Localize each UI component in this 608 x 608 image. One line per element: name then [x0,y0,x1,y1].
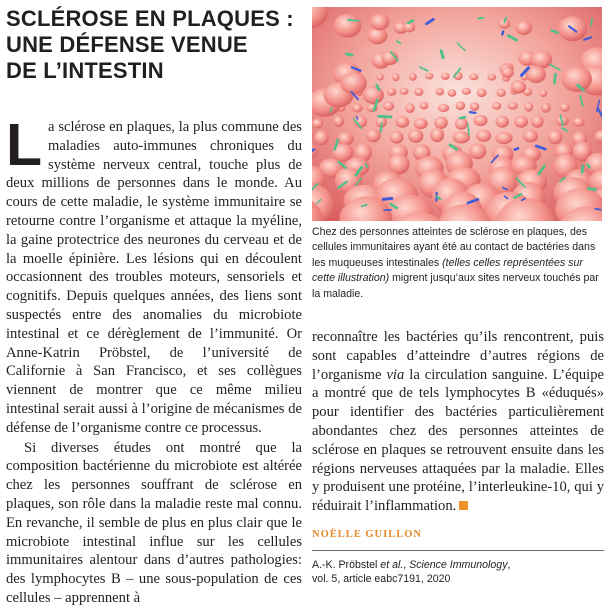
reference-divider [312,550,604,551]
intestine-illustration [312,7,602,221]
bacterium-shape [383,198,392,199]
cell-shape [408,129,423,143]
cell-shape [560,103,570,112]
cell-shape [430,128,444,143]
caption-text-b: migrent jusqu’aux sites nerveux touchés par la maladie. [312,272,599,299]
article-title [6,6,306,84]
title-line-1: SCLÉROSE EN PLAQUES : [6,6,294,31]
paragraph-3-via: via [386,367,404,383]
cell-shape [376,74,383,81]
cell-shape [515,21,532,35]
cell-shape [414,88,423,96]
cell-shape [390,131,404,144]
cell-shape [441,73,450,80]
cell-shape [511,80,526,93]
cell-shape [473,115,487,126]
paragraph-2: Si diverses études ont montré que la composition bactérienne du microbiote est altérée chez les personnes souffrant de sclérose en plaques, son rôle dans la maladie reste mal connu. En revanche, il semble de plus en plus clair que le microbiote intestinal influe sur les cellules immunitaires alentour dans d’autres pathologies: des lymphocytes B – une sous-population de ces cellules – apprennent à [6,439,302,608]
reference [312,558,604,587]
cell-shape [435,88,444,96]
cell-shape [501,67,514,78]
reference-etal: et al. [380,559,403,571]
paragraph-1-text: a sclérose en plaques, la plus commune des maladies auto-immunes chroniques du système nerveux central, touche plus de deux millions de personnes dans le monde. Au cours de cette maladie, le système immunitaire se retourne contre l’organisme et attaque la myéline, la gaine protectrice des neurones du cerveau et de la moelle épinière. Les lésions qui en découlent occasionnent des troubles moteurs, sensoriels et cognitifs. Depuis quelques années, des liens sont suspectés entre des anomalies du microbiote intestinal et ce dérèglement de l’immunité. Or Anne-Katrin Pröbstel, de l’université de Californie à San Francisco, et ses collègues viennent de montrer que ce même milieu intestinal serait aussi à l’origine de mécanismes de défense de l’organisme contre ce processus. [6,119,302,436]
cell-shape [514,116,528,128]
right-column [312,328,604,516]
bacterium-shape [555,74,556,83]
bacterium-shape [589,188,596,189]
cell-shape [492,102,501,110]
cell-shape [508,102,518,110]
author-name: NOËLLE GUILLON [312,529,422,540]
cell-shape [414,118,428,129]
bacterium-shape [502,32,503,35]
cell-shape [540,89,548,97]
reference-authors: A.-K. Pröbstel [312,559,380,571]
cell-shape [438,104,449,112]
cell-shape [370,14,390,31]
cell-shape [434,117,448,129]
bacterium-shape [515,148,518,149]
cell-shape [495,132,512,144]
bacterium-shape [460,117,465,118]
reference-journal: Science Immunology [409,559,507,571]
cell-shape [419,102,428,110]
cell-shape [405,103,414,113]
caption-text-a: Chez des personnes atteintes de sclérose en plaques, des cellules immunitaires ayant été au contact de bactéries dans les muqueuses intestinales [312,226,595,269]
cell-shape [548,130,563,144]
title-line-2: UNE DÉFENSE VENUE [6,32,248,57]
cell-shape [573,117,585,127]
cell-shape [337,132,353,146]
cell-shape [448,89,457,97]
cell-shape [452,131,470,143]
cell-shape [409,73,417,81]
bacterium-shape [366,164,368,167]
cell-shape [341,72,367,94]
intestine-illustration-svg [312,7,602,221]
cell-shape [352,104,363,113]
bacterium-shape [379,116,391,117]
photo-caption [312,225,604,302]
cell-shape [476,130,491,142]
drop-cap: L [6,120,42,170]
cell-shape [523,130,538,143]
bacterium-shape [346,54,352,55]
cell-shape [497,89,506,97]
cell-shape [462,88,471,95]
bacterium-shape [478,18,483,19]
reference-volume: vol. 5, article eabc7191, 2020 [312,573,450,585]
paragraph-1 [6,118,302,438]
cell-shape [469,74,478,81]
cell-shape [366,129,381,143]
cell-shape [395,116,409,128]
cell-shape [562,66,592,92]
cell-shape [469,143,487,159]
cell-shape [496,116,509,128]
cell-shape [541,103,551,113]
cell-shape [334,14,362,38]
cell-shape [392,73,399,81]
cell-shape [524,102,533,112]
caption-italic: (telles celles représentées sur cette illustration) [312,257,583,284]
cell-shape [487,74,496,81]
cell-shape [531,115,543,128]
paragraph-3 [312,328,604,516]
cell-shape [312,119,323,129]
cell-shape [470,102,479,111]
bacterium-shape [470,112,476,113]
bacterium-shape [591,19,592,26]
paragraph-3-text-a: reconnaître les bactéries qu’ils rencontrent, puis sont capables d’atteindre d’autres régions de l’organisme [312,329,604,383]
title-line-3: DE L’INTESTIN [6,58,164,83]
reference-comma: , [508,559,511,571]
bacterium-shape [348,20,358,21]
cell-shape [477,88,487,97]
cell-shape [425,73,433,80]
cell-shape [387,88,397,96]
bacterium-shape [441,51,443,58]
reference-separator: , [403,559,409,571]
left-column [6,118,302,608]
bacterium-shape [595,209,600,210]
bacterium-shape [582,166,583,173]
paragraph-3-text-b: la circulation sanguine. L’équipe a montré que de tels lymphocytes B «éduqués» pour identifier des bactéries particulièrement abondantes chez des personnes atteintes de sclérose en plaques se retrouvent ensuite dans les régions nerveuses attaquées par la maladie. Elles y produisent une protéine, l’interleukine-10, qui y réduirait l’inflammation. [312,367,604,515]
cell-shape [400,88,409,95]
cell-shape [314,130,329,145]
cell-shape [363,86,384,104]
cell-shape [456,101,466,110]
cell-shape [333,116,344,127]
end-of-article-mark [459,501,468,510]
cell-shape [455,118,468,130]
cell-shape [383,101,394,111]
cell-shape [531,51,552,69]
